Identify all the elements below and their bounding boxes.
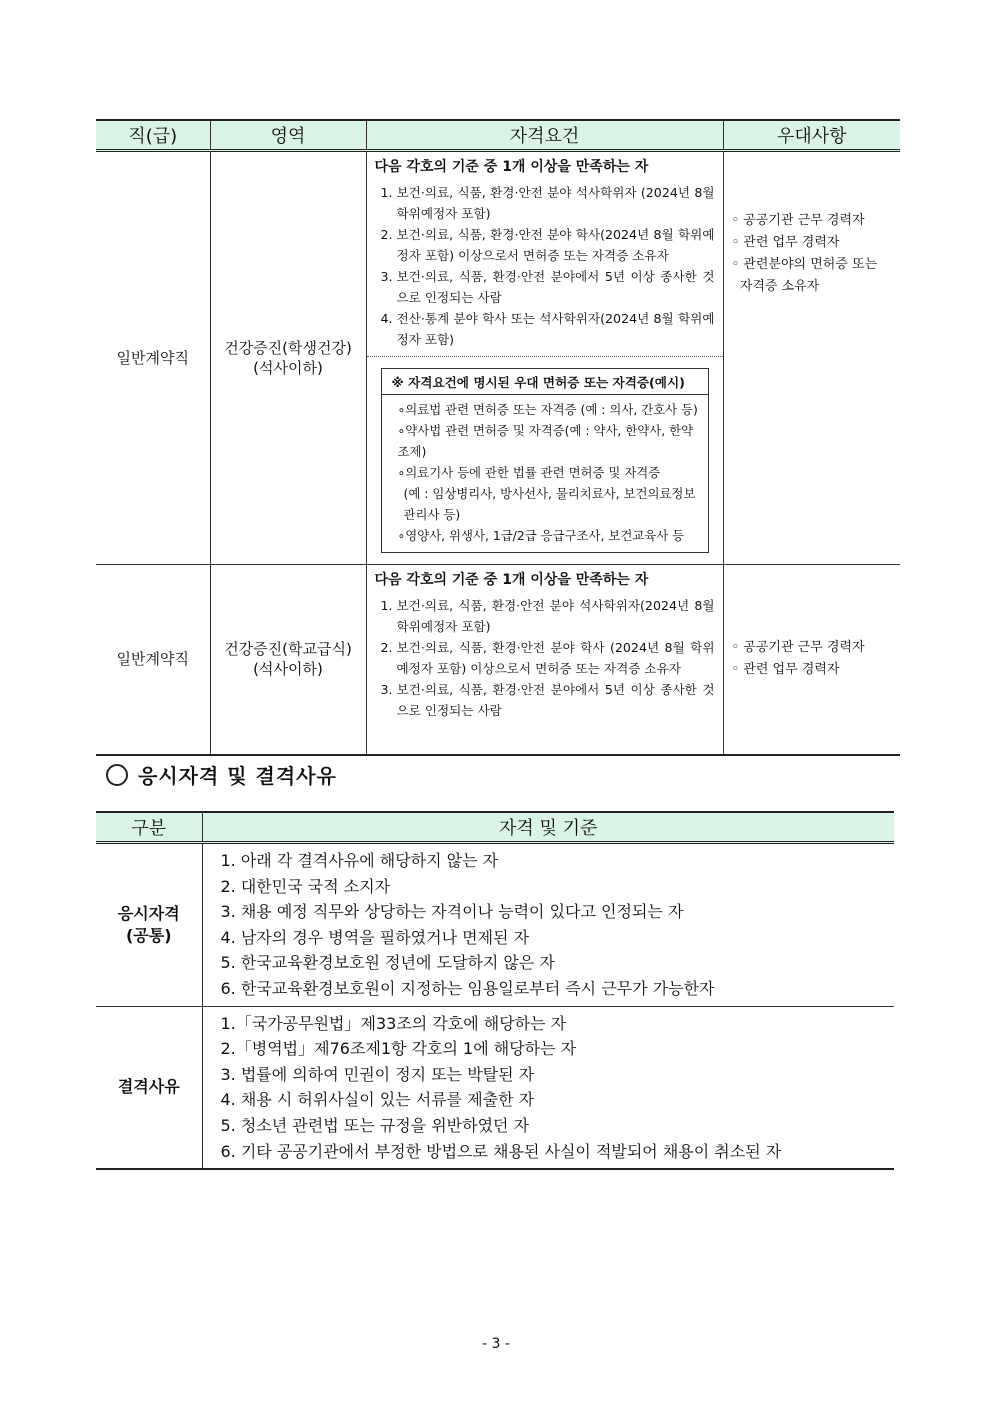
list-item: ∘의료법 관련 면허증 또는 자격증 (예 : 의사, 간호사 등) [397, 402, 698, 417]
list-item: 6. 한국교육환경보호원이 지정하는 임용일로부터 즉시 근무가 가능한자 [220, 978, 715, 998]
list-item: ◦ 공공기관 근무 경력자 [731, 640, 865, 656]
license-example-box [381, 368, 709, 553]
requirements-heading: 다음 각호의 기준 중 1개 이상을 만족하는 자 [374, 572, 649, 588]
disqualification-criteria [202, 1006, 894, 1169]
list-item: ◦ 관련 업무 경력자 [731, 235, 840, 250]
header-category: 구분 [96, 812, 202, 843]
page-number: - 3 - [482, 1336, 510, 1352]
dotted-divider [367, 356, 723, 357]
requirements-cell [366, 151, 723, 565]
list-item: 3. 채용 예정 직무와 상당하는 자격이나 능력이 있다고 인정되는 자 [220, 902, 684, 922]
disqualification-list [203, 1007, 895, 1169]
table-header-row [96, 120, 900, 151]
table-row [96, 151, 900, 565]
list-item: 자격증 소유자 [731, 279, 820, 294]
list-item: (예 : 임상병리사, 방사선사, 물리치료사, 보건의료정보관리사 등) [403, 486, 696, 522]
list-item: 1. 아래 각 결격사유에 해당하지 않는 자 [220, 851, 499, 870]
qualification-label: 응시자격 (공통) [96, 843, 202, 1007]
requirements-list [367, 182, 723, 354]
list-item: 4. 채용 시 허위사실이 있는 서류를 제출한 자 [220, 1090, 535, 1110]
rank-cell: 일반계약직 [96, 565, 210, 755]
table-row [96, 843, 894, 1007]
section-title: 응시자격 및 결격사유 [138, 764, 337, 788]
license-box-title: ※ 자격요건에 명시된 우대 면허증 또는 자격증(예시) [382, 369, 708, 395]
preferences-list [724, 637, 901, 681]
preferences-cell [723, 151, 900, 565]
area-level: (석사이하) [253, 660, 323, 679]
section-heading [106, 760, 337, 789]
list-item: ◦ 관련분야의 면허증 또는 [731, 257, 878, 272]
list-item: 2. 보건·의료, 식품, 환경·안전 분야 학사(2024년 8월 학위예정자 포함) 이상으로서 면허증 또는 자격증 소유자 [380, 227, 715, 263]
requirements-heading: 다음 각호의 기준 중 1개 이상을 만족하는 자 [374, 159, 649, 175]
qualification-criteria [202, 843, 894, 1007]
header-rank: 직(급) [96, 120, 210, 151]
preferences-cell [723, 565, 900, 755]
list-item: ∘약사법 관련 면허증 및 자격증(예 : 약사, 한약사, 한약조제) [397, 423, 694, 459]
circle-bullet-icon [106, 764, 128, 786]
preferences-list [724, 210, 901, 298]
area-cell [210, 151, 366, 565]
area-level: (석사이하) [253, 359, 323, 377]
table-row [96, 1006, 894, 1169]
area-name: 건강증진(학교급식) [224, 640, 352, 659]
list-item: 2.「병역법」제76조제1항 각호의 1에 해당하는 자 [220, 1039, 577, 1059]
list-item: 1. 보건·의료, 식품, 환경·안전 분야 석사학위자 (2024년 8월 학위예정자 포함) [380, 185, 715, 221]
requirements-list [367, 595, 723, 725]
header-area: 영역 [210, 120, 366, 151]
list-item: 4. 남자의 경우 병역을 필하였거나 면제된 자 [220, 927, 530, 947]
list-item: 2. 보건·의료, 식품, 환경·안전 분야 학사 (2024년 8월 학위예정자 포함) 이상으로서 면허증 또는 자격증 소유자 [380, 640, 715, 676]
table-row [96, 565, 900, 755]
list-item: 3. 보건·의료, 식품, 환경·안전 분야에서 5년 이상 종사한 것으로 인정되는 사람 [380, 682, 715, 718]
list-item: 6. 기타 공공기관에서 부정한 방법으로 채용된 사실이 적발되어 채용이 취소된 자 [220, 1141, 782, 1161]
list-item: ∘영양사, 위생사, 1급/2급 응급구조사, 보건교육사 등 [397, 528, 685, 543]
list-item: ∘의료기사 등에 관한 법률 관련 면허증 및 자격증 [397, 465, 661, 480]
list-item: 4. 전산·통계 분야 학사 또는 석사학위자(2024년 8월 학위예정자 포함) [380, 311, 715, 347]
list-item: 5. 청소년 관련법 또는 규정을 위반하였던 자 [220, 1115, 530, 1135]
eligibility-table [96, 811, 894, 1170]
list-item: 3. 보건·의료, 식품, 환경·안전 분야에서 5년 이상 종사한 것으로 인정되는 사람 [380, 269, 715, 305]
list-item: 3. 법률에 의하여 민권이 정지 또는 박탈된 자 [220, 1064, 535, 1084]
list-item: 5. 한국교육환경보호원 정년에 도달하지 않은 자 [220, 953, 555, 973]
list-item: ◦ 공공기관 근무 경력자 [731, 213, 865, 228]
list-item: ◦ 관련 업무 경력자 [731, 662, 840, 678]
license-list [382, 395, 708, 552]
rank-cell: 일반계약직 [96, 151, 210, 565]
list-item: 1.「국가공무원법」제33조의 각호에 해당하는 자 [220, 1013, 567, 1033]
header-preferences: 우대사항 [723, 120, 900, 151]
area-name: 건강증진(학생건강) [224, 339, 352, 357]
qualification-table [96, 119, 900, 756]
list-item: 2. 대한민국 국적 소지자 [220, 876, 391, 896]
requirements-cell [366, 565, 723, 755]
header-requirements: 자격요건 [366, 120, 723, 151]
area-cell [210, 565, 366, 755]
qualification-list [203, 844, 895, 1006]
list-item: 1. 보건·의료, 식품, 환경·안전 분야 석사학위자(2024년 8월 학위예정자 포함) [380, 598, 715, 634]
disqualification-label: 결격사유 [96, 1006, 202, 1169]
header-criteria: 자격 및 기준 [202, 812, 894, 843]
table-header-row [96, 812, 894, 843]
